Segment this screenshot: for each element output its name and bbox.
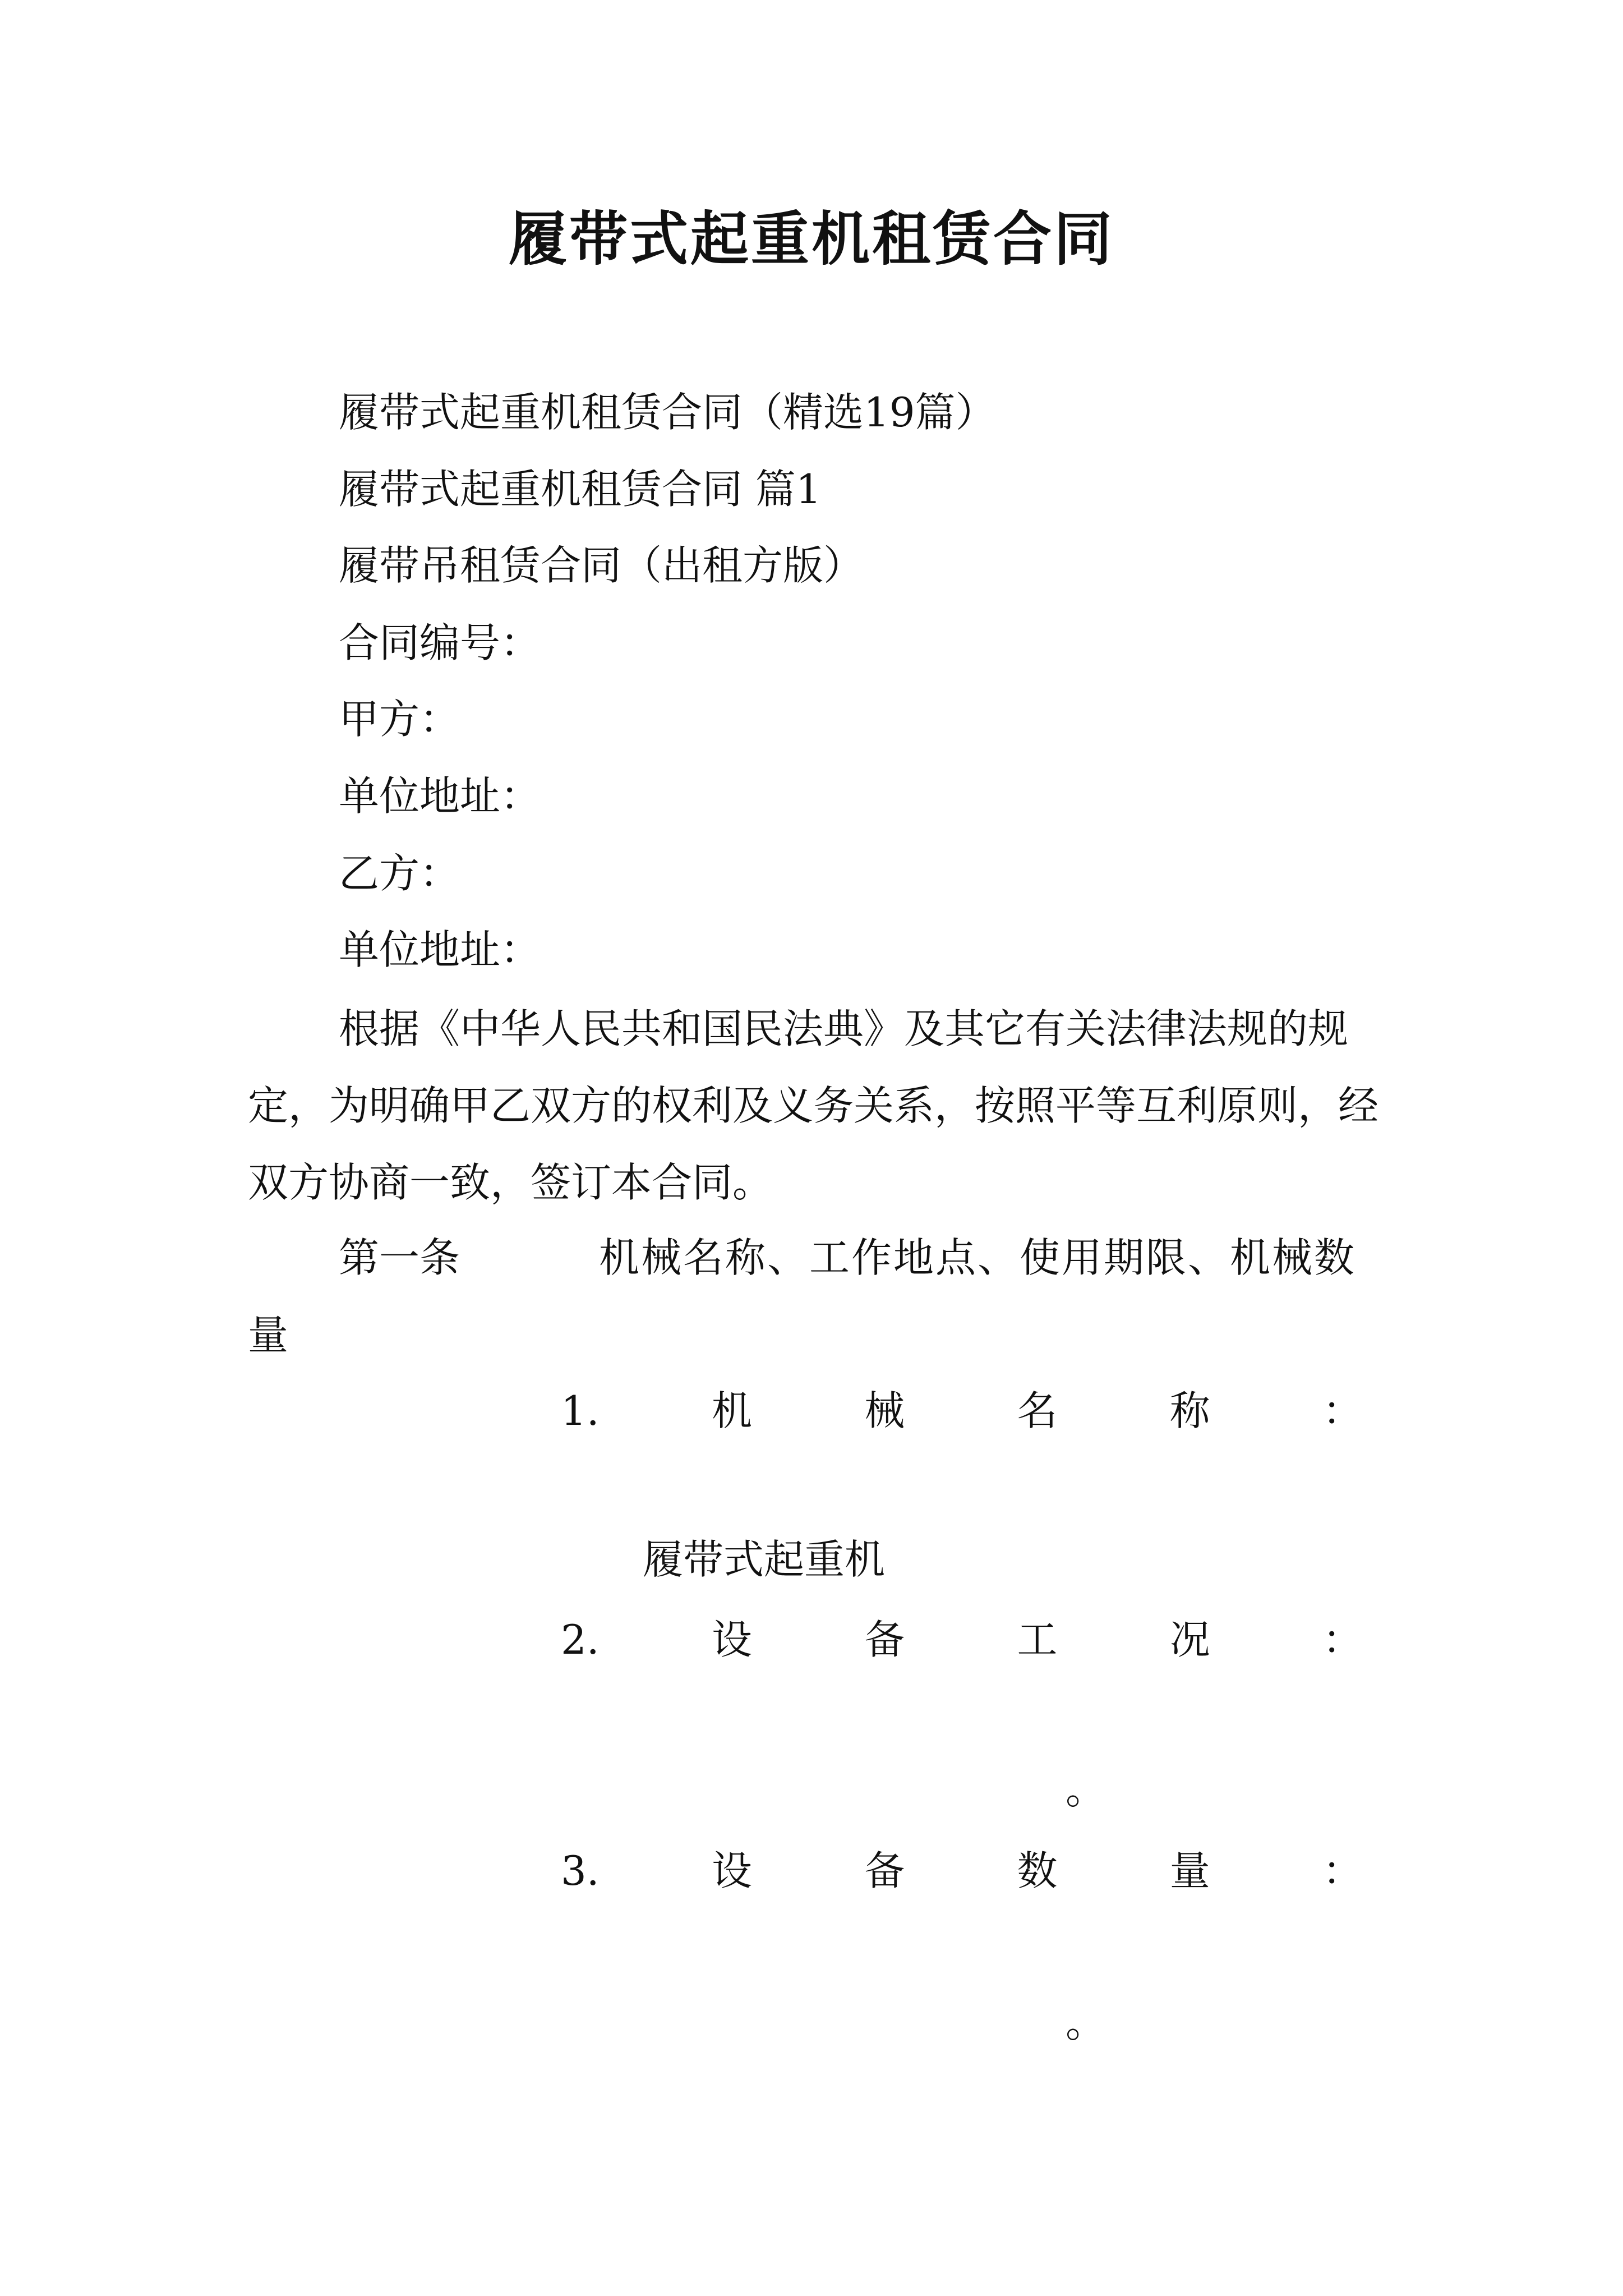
item-3-row: [561, 1840, 1363, 1902]
item-2-value: 。: [1066, 1766, 1106, 1813]
item-number: 2.: [561, 1616, 600, 1663]
item-char: 况: [1169, 1616, 1210, 1663]
page-title: 履带式起重机租赁合同: [508, 205, 1114, 273]
item-1-row: [561, 1380, 1363, 1442]
section-heading: 履带式起重机租赁合同 篇1: [339, 466, 822, 513]
item-2-row: [561, 1609, 1363, 1671]
party-a-address-label: 单位地址：: [339, 772, 541, 820]
item-3-value: 。: [1066, 1999, 1106, 2046]
item-char: 械: [864, 1387, 905, 1434]
item-char: 名: [1017, 1387, 1058, 1434]
party-a-label: 甲方：: [339, 696, 460, 743]
article-1-heading-continuation: 量: [248, 1312, 289, 1359]
article-1-label: 第一条: [339, 1234, 460, 1281]
preamble-text: 根据《中华人民共和国民法典》及其它有关法律法规的规定，为明确甲乙双方的权利及义务关系，按照平等互利原则，经双方协商一致，签订本合同。: [248, 1005, 1379, 1206]
item-char: 数: [1017, 1847, 1058, 1894]
item-colon: ：: [1322, 1387, 1363, 1434]
item-char: 机: [711, 1387, 752, 1434]
item-number: 1.: [561, 1387, 600, 1434]
preamble-paragraph: [248, 991, 1381, 1221]
item-number: 3.: [561, 1847, 600, 1894]
contract-name: 履带吊租赁合同（出租方版）: [339, 542, 864, 589]
item-char: 量: [1169, 1847, 1210, 1894]
party-b-address-label: 单位地址：: [339, 926, 541, 973]
item-char: 工: [1017, 1616, 1058, 1663]
item-colon: ：: [1322, 1847, 1363, 1894]
article-1-heading: 机械名称、工作地点、使用期限、机械数: [599, 1234, 1357, 1281]
item-char: 设: [711, 1616, 752, 1663]
item-colon: ：: [1322, 1616, 1363, 1663]
subtitle-line: 履带式起重机租赁合同（精选19篇）: [339, 389, 996, 436]
item-1-value: 履带式起重机: [643, 1536, 886, 1583]
party-b-label: 乙方：: [339, 850, 460, 897]
contract-number-label: 合同编号：: [339, 619, 541, 666]
item-char: 设: [711, 1847, 752, 1894]
item-char: 备: [864, 1847, 905, 1894]
item-char: 称: [1169, 1387, 1210, 1434]
item-char: 备: [864, 1616, 905, 1663]
